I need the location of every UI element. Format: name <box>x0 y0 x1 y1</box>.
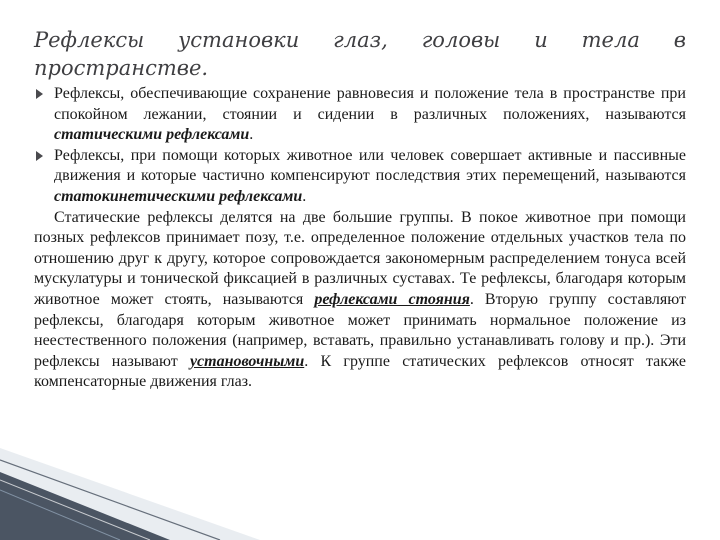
bullet-item <box>34 84 686 146</box>
paragraph-emphasis: рефлексами стояния <box>314 290 470 308</box>
slide-content <box>34 84 686 393</box>
paragraph-text: Статические рефлексы делятся на две большие группы. В покое животное при помощи позных рефлексов принимает позу, т.е. определенное положение отдельных участков тела по отношению друг к другу, которое сопровождается закономерным распределением тонуса всей мускулатуры и тонической фиксацией в различных суставах. Те рефлексы, благодаря которым животное может стоять, называются <box>34 208 686 308</box>
paragraph-text: . Вторую группу составляют рефлексы, благодаря которым животное может принимать нормальное положение из неестественного положения (например, вставать, правильно устанавливать голову и пр.). Эти рефлексы называют <box>34 290 686 370</box>
bullet-text-end: . <box>249 126 254 144</box>
paragraph-text: . К группе статических рефлексов относят также компенсаторные движения глаз. <box>34 352 686 391</box>
triangle-bullet-icon <box>36 151 43 161</box>
bullet-text: Рефлексы, обеспечивающие сохранение равновесия и положение тела в пространстве при спокойном лежании, стоянии и сидении в различных положениях, называются <box>54 85 686 123</box>
triangle-bullet-icon <box>36 89 43 99</box>
body-paragraph <box>34 208 686 393</box>
bullet-emphasis: статокинетическими рефлексами <box>54 187 303 205</box>
paragraph-emphasis: установочными <box>189 352 305 370</box>
slide-title <box>34 26 686 82</box>
bullet-text-end: . <box>302 187 307 205</box>
bullet-text: Рефлексы, при помощи которых животное или человек совершает активные и пассивные движения и которые частично компенсируют последствия этих перемещений, называются <box>54 146 686 185</box>
decorative-corner-swoosh <box>0 420 720 540</box>
bullet-emphasis: статическими рефлексами <box>54 126 250 144</box>
bullet-item <box>34 146 686 208</box>
title-line-2: пространстве. <box>34 56 209 80</box>
title-line-1: Рефлексы установки глаз, головы и тела в <box>34 28 686 52</box>
